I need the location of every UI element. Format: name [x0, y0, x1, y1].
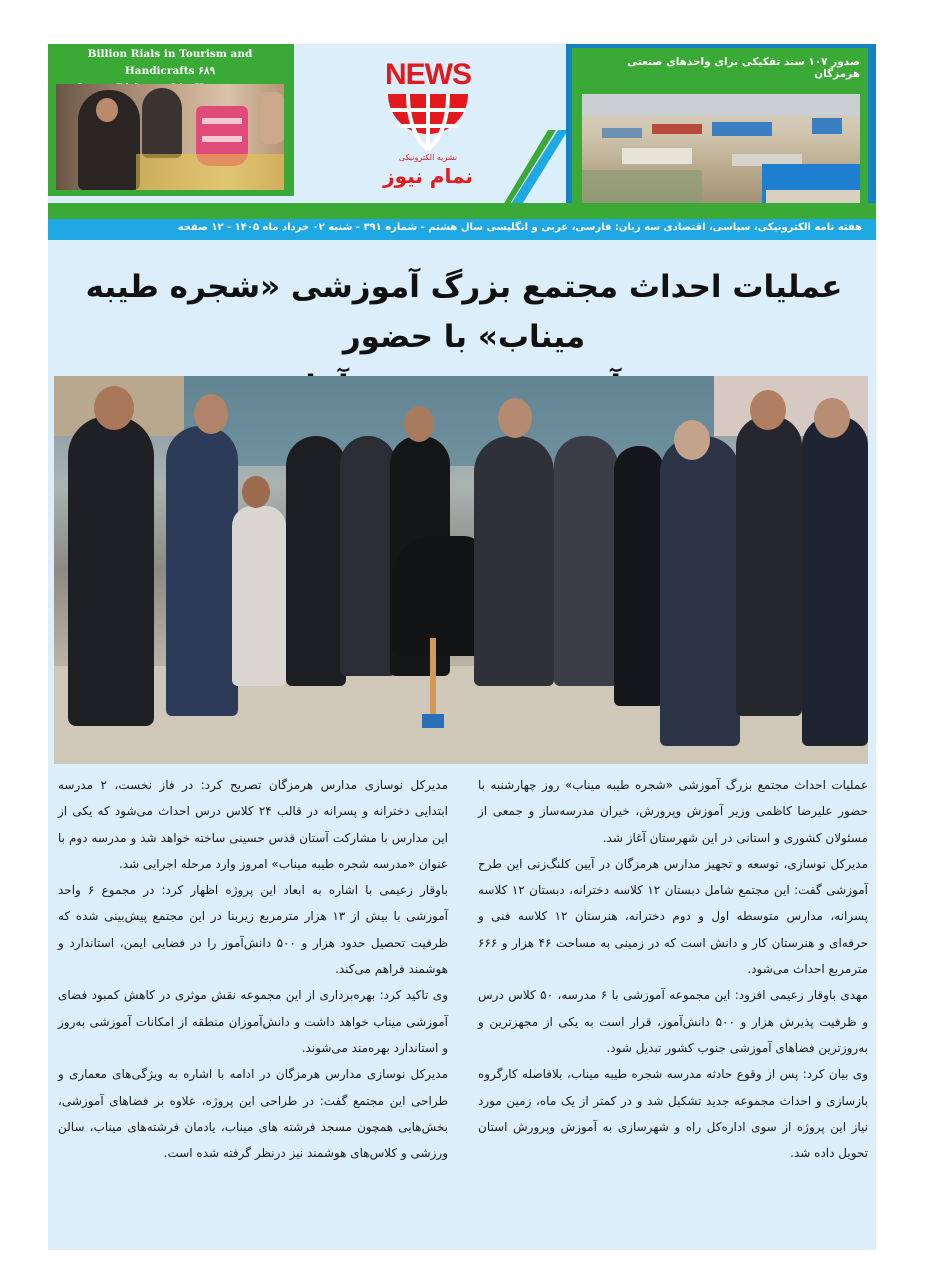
teaser-left-title-line1: Billion Rials in Tourism and Handicrafts ۶۸۹: [87, 48, 253, 77]
article-column-left: [58, 772, 448, 1166]
article-paragraph: وی تاکید کرد: بهره‌برداری از این مجموعه نقش موثری در کاهش کمبود فضای آموزشی میناب خواهد داشت و دانش‌آموزان منطقه از امکانات آموزشی به‌روز و استاندارد بهره‌مند می‌شوند.: [58, 988, 448, 1055]
teaser-tourism-loans[interactable]: [48, 44, 294, 196]
nemam-news-logo[interactable]: [372, 58, 484, 198]
issue-info-text: هفته نامه الکترونیکی، سیاسی، اقتصادی سه زبان: فارسی، عربی و انگلیسی سال هشتم - شماره ۳۹۱ - شنبه ۰۲ خرداد ماه ۱۴۰۵ - ۱۲ صفحه: [177, 222, 862, 233]
header-green-bar: [48, 203, 876, 219]
handicrafts-photo: [56, 84, 284, 190]
article-paragraph: مدیرکل نوسازی مدارس هرمزگان تصریح کرد: در فاز نخست، ۲ مدرسه ابتدایی دخترانه و پسرانه در قالب ۲۴ کلاس درس احداث می‌شود که یکی از این مدارس با مشارکت آستان قدس حسینی ساخته خواهد شد و مدرسه دوم با عنوان «مدرسه شجره طیبه میناب» امروز وارد مرحله اجرایی شد.: [58, 778, 449, 871]
industrial-zone-photo: [582, 94, 860, 210]
groundbreaking-ceremony-photo: [54, 376, 868, 764]
logo-subtitle: نشریه الکترونیکی: [398, 153, 458, 162]
teaser-industrial-deeds[interactable]: [566, 44, 876, 216]
article-paragraph: مهدی باوقار زعیمی افزود: این مجموعه آموزشی با ۶ مدرسه، ۵۰ کلاس درس و ظرفیت پذیرش هزار و ۵۰۰ دانش‌آموز، قرار است به یکی از مجهزترین و به‌روزترین فضاهای آموزشی جنوب کشور تبدیل شود.: [478, 988, 869, 1055]
article-paragraph: مدیرکل نوسازی مدارس هرمزگان در ادامه با اشاره به ویژگی‌های معماری و طراحی این مجتمع گفت: در طراحی این پروژه، علاوه بر فضاهای آموزشی، بخش‌هایی همچون مسجد فرشته های میناب، یادمان فرشته‌های میناب، سالن ورزشی و کلاس‌های هوشمند نیز درنظر گرفته شده است.: [58, 1067, 448, 1161]
logo-brand-name: نمام نیوز: [383, 164, 473, 188]
teaser-right-panel: [572, 48, 868, 210]
teaser-right-title: صدور ۱۰۷ سند تفکیکی برای واحدهای صنعتی هرمزگان: [627, 56, 860, 80]
headline-line1: عملیات احداث مجتمع بزرگ آموزشی «شجره طیبه میناب» با حضور: [85, 269, 843, 355]
article-paragraph: وی بیان کرد: پس از وقوع حادثه مدرسه شجره طیبه میناب، بلافاصله کارگروه بازسازی و احداث مجموعه جدید تشکیل شد و در کمتر از یک ماه، زمین مورد نیاز این پروژه از سوی اداره‌کل راه و شهرسازی به آموزش وپرورش استان تحویل داده شد.: [478, 1067, 868, 1161]
issue-info-bar: [48, 219, 876, 240]
logo-news-text: NEWS: [385, 58, 471, 91]
globe-icon: [386, 92, 470, 152]
article-paragraph: مدیرکل نوسازی، توسعه و تجهیز مدارس هرمزگان در آیین کلنگ‌زنی این طرح آموزشی گفت: این مجتمع شامل دبستان ۱۲ کلاسه دخترانه، دبستان ۱۲ کلاسه پسرانه، مدارس متوسطه اول و دوم دخترانه، هنرستان ۱۲ کلاسه فنی و حرفه‌ای و هنرستان کار و دانش است که در زمینی به مساحت ۴۶ هزار و ۶۶۶ مترمربع احداث می‌شود.: [478, 856, 868, 977]
article-column-right: [478, 772, 868, 1166]
article-paragraph: باوقار زعیمی با اشاره به ابعاد این پروژه اظهار کرد: در مجموع ۶ واحد آموزشی با بیش از ۱۳ هزار مترمربع زیربنا در این مجتمع پیش‌بینی شده که ظرفیت تحصیل حدود هزار و ۵۰۰ دانش‌آموز را در فضایی ایمن، استاندارد و هوشمند فراهم می‌کند.: [58, 883, 448, 977]
article-paragraph: عملیات احداث مجتمع بزرگ آموزشی «شجره طیبه میناب» روز چهارشنبه با حضور علیرضا کاظمی وزیر آموزش وپرورش، خیران مدرسه‌ساز و جمعی از مسئولان کشوری و استانی در این شهرستان آغاز شد.: [478, 778, 868, 845]
